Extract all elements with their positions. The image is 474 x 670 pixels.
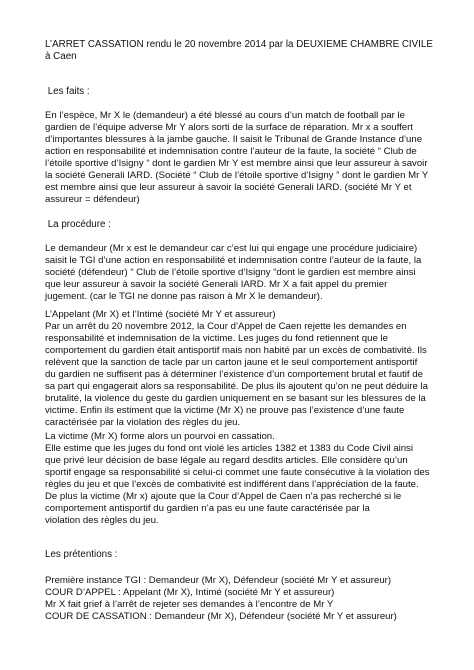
document-title — [45, 39, 445, 63]
title-line: à Caen — [45, 51, 77, 62]
paragraph-line: Mr X fait grief à l’arrêt de rejeter ses demandes à l’encontre de Mr Y — [45, 599, 334, 610]
paragraph-line: comportement du gardien était antisportif mais non habité par un excès de combativité. Ils — [45, 345, 427, 356]
paragraph-line: COUR D’APPEL : Appelant (Mr X), Intimé (société Mr Y et assureur) — [45, 587, 335, 598]
paragraph-line: sportif engage sa responsabilité si celui-ci commet une faute consécutive à la violation des — [45, 467, 430, 478]
paragraph-line: la société Generali IARD. (Société “ Club de l’étoile sportive d’Isigny ” dont le gardien Mr Y — [45, 170, 429, 181]
paragraph-line: En l’espèce, Mr X le (demandeur) a été blessé au cours d’un match de football par le — [45, 110, 405, 121]
paragraph-line: COUR DE CASSATION : Demandeur (Mr X), Défendeur (société Mr Y et assureur) — [45, 611, 397, 622]
paragraph-pretentions — [45, 575, 445, 623]
section-heading-procedure — [45, 219, 445, 231]
paragraph-line: assureur = défendeur) — [45, 194, 140, 205]
paragraph-procedure — [45, 243, 445, 303]
title-line: L’ARRET CASSATION rendu le 20 novembre 2014 par la DEUXIEME CHAMBRE CIVILE — [45, 39, 433, 50]
paragraph-line: société (défendeur) “ Club de l’étoile sportive d’Isigny “dont le gardien est membre ainsi — [45, 267, 416, 278]
paragraph-line: est membre ainsi que leur assureur à savoir la société Generali IARD. (société Mr Y et — [45, 182, 412, 193]
paragraph-line: règles du jeu et que l’excès de combativité est indifférent dans l’appréciation de la faute. — [45, 479, 419, 490]
paragraph-line: que leur assureur à savoir la société Generali IARD. Mr X a fait appel du premier — [45, 279, 388, 290]
paragraph-line: saisit le TGI d’une action en responsabilité et indemnisation contre l’auteur de la faute, la — [45, 255, 422, 266]
paragraph-line: caractérisée par la violation des règles du jeu. — [45, 417, 241, 428]
paragraph-line: Première instance TGI : Demandeur (Mr X), Défendeur (société Mr Y et assureur) — [45, 575, 392, 586]
paragraph-line: que privé leur décision de base légale au regard desdits articles. Elle considère qu’un — [45, 455, 408, 466]
paragraph-line: comportement antisportif du gardien n’a pas eu une faute caractérisée par la — [45, 503, 370, 514]
paragraph-line: du gardien ne suffisent pas à déterminer l’existence d’un comportement brutal et fautif de — [45, 369, 423, 380]
paragraph-line: relèvent que la sanction de tacle par un carton jaune et le seul comportement antisportif — [45, 357, 418, 368]
heading-text: La procédure : — [45, 219, 111, 230]
paragraph-line: jugement. (car le TGI ne donne pas raison à Mr X le demandeur). — [45, 291, 323, 302]
section-heading-pretentions — [45, 549, 445, 561]
paragraph-line: brutalité, la violence du geste du gardien uniquement en se basant sur les blessures de la — [45, 393, 426, 404]
paragraph-line: victime. Enfin ils estiment que la victime (Mr X) ne prouve pas l’existence d’une faute — [45, 405, 405, 416]
heading-text: Les faits : — [45, 86, 90, 97]
paragraph-appel — [45, 309, 445, 429]
paragraph-line: violation des règles du jeu. — [45, 515, 159, 526]
paragraph-faits — [45, 110, 445, 206]
paragraph-line: d’importantes blessures à la jambe gauche. Il saisit le Tribunal de Grande Instance d’une — [45, 134, 423, 145]
heading-text: Les prétentions : — [45, 549, 118, 560]
paragraph-line: responsabilité et indemnisation de la victime. Les juges du fond retiennent que le — [45, 333, 388, 344]
paragraph-pourvoi — [45, 431, 445, 527]
paragraph-line: Par un arrêt du 20 novembre 2012, la Cour d’Appel de Caen rejette les demandes en — [45, 321, 407, 332]
paragraph-line: sa part qui engagerait alors sa responsabilité. De plus ils ajoutent qu’on ne peut déduire la — [45, 381, 428, 392]
paragraph-line: gardien de l’équipe adverse Mr Y alors sorti de la surface de réparation. Mr x a souffert — [45, 122, 413, 133]
paragraph-line: Elle estime que les juges du fond ont violé les articles 1382 et 1383 du Code Civil ainsi — [45, 443, 413, 454]
paragraph-line: La victime (Mr X) forme alors un pourvoi en cassation. — [45, 431, 275, 442]
paragraph-line: De plus la victime (Mr x) ajoute que la Cour d’Appel de Caen n’a pas recherché si le — [45, 491, 402, 502]
paragraph-line: L’Appelant (Mr X) et l’Intimé (société Mr Y et assureur) — [45, 309, 276, 320]
paragraph-line: Le demandeur (Mr x est le demandeur car c’est lui qui engage une procédure judiciaire) — [45, 243, 418, 254]
paragraph-line: action en responsabilité et indemnisation contre l’auteur de la faute, la société “ Club de — [45, 146, 417, 157]
paragraph-line: l’étoile sportive d’Isigny “ dont le gardien Mr Y est membre ainsi que leur assureur à savoir — [45, 158, 428, 169]
section-heading-faits — [45, 86, 445, 98]
